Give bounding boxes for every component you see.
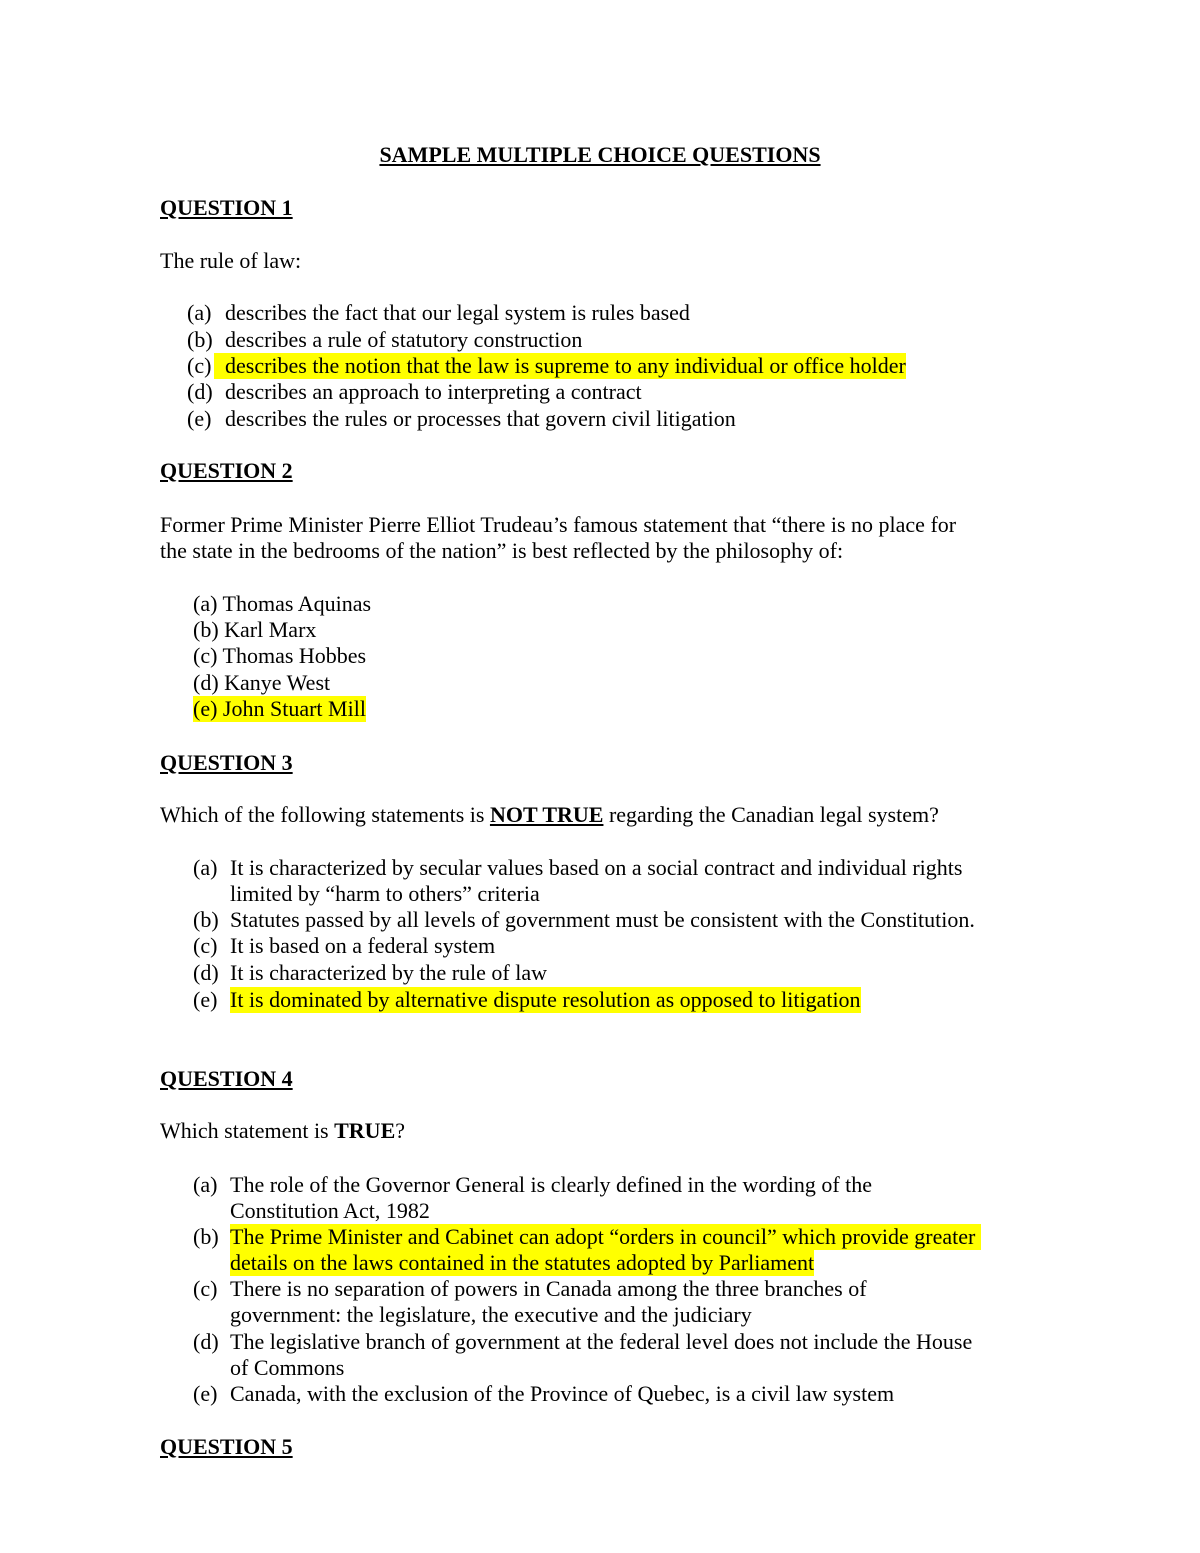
question-3-option-d-letter: (d): [193, 960, 219, 985]
question-3-emphasis: NOT TRUE: [489, 802, 604, 827]
question-4-option-b-line-1-highlighted: The Prime Minister and Cabinet can adopt “orders in council” which provide greater: [230, 1224, 981, 1250]
question-3-option-c-letter: (c): [193, 933, 218, 958]
question-3-option-a-line-1: It is characterized by secular values based on a social contract and individual rights: [230, 855, 963, 880]
question-1-stem: The rule of law:: [160, 248, 302, 273]
question-3-option-a-line-2: limited by “harm to others” criteria: [230, 881, 540, 906]
question-3-option-e-letter: (e): [193, 987, 218, 1012]
question-3-option-a-letter: (a): [193, 855, 218, 880]
question-4-option-c-line-1: There is no separation of powers in Canada among the three branches of: [230, 1276, 867, 1301]
question-4-emphasis: TRUE: [334, 1118, 396, 1143]
question-1-option-c-text-highlighted: describes the notion that the law is supreme to any individual or office holder: [214, 353, 906, 379]
question-1-option-e: (e): [187, 406, 212, 431]
question-1-option-a: (a): [187, 300, 212, 325]
question-1-option-b: (b): [187, 327, 213, 352]
question-4-option-e-text: Canada, with the exclusion of the Province of Quebec, is a civil law system: [230, 1381, 895, 1406]
question-2-option-d: (d) Kanye West: [193, 670, 331, 695]
question-2-option-b: (b) Karl Marx: [193, 617, 317, 642]
question-1-option-b-text: describes a rule of statutory construction: [225, 327, 583, 352]
question-1-option-d-text: describes an approach to interpreting a contract: [225, 379, 642, 404]
question-2-stem-line-1: Former Prime Minister Pierre Elliot Trudeau’s famous statement that “there is no place for: [160, 512, 957, 537]
question-4-option-d-line-1: The legislative branch of government at the federal level does not include the House: [230, 1329, 973, 1354]
question-3-option-e-text-highlighted: It is dominated by alternative dispute resolution as opposed to litigation: [230, 987, 861, 1012]
question-4-option-b-line-2-highlighted: details on the laws contained in the statutes adopted by Parliament: [230, 1250, 815, 1275]
question-3-option-d-text: It is characterized by the rule of law: [230, 960, 548, 985]
page-title: SAMPLE MULTIPLE CHOICE QUESTIONS: [379, 142, 821, 167]
question-2-option-c: (c) Thomas Hobbes: [193, 643, 367, 668]
question-2-option-e-highlighted: (e) John Stuart Mill: [193, 696, 366, 721]
question-1-option-a-text: describes the fact that our legal system is rules based: [225, 300, 690, 325]
question-3-option-c-text: It is based on a federal system: [230, 933, 496, 958]
question-4-option-b-letter: (b): [193, 1224, 219, 1249]
question-3-option-b-letter: (b): [193, 907, 219, 932]
question-4-option-d-letter: (d): [193, 1329, 219, 1354]
question-4-option-a-line-1: The role of the Governor General is clearly defined in the wording of the: [230, 1172, 873, 1197]
question-1-heading: QUESTION 1: [160, 195, 293, 220]
question-4-option-a-line-2: Constitution Act, 1982: [230, 1198, 430, 1223]
question-2-heading: QUESTION 2: [160, 458, 293, 483]
question-4-stem: Which statement is TRUE?: [160, 1118, 406, 1143]
question-3-option-b-text: Statutes passed by all levels of government must be consistent with the Constitution.: [230, 907, 975, 932]
question-4-option-c-line-2: government: the legislature, the executive and the judiciary: [230, 1302, 752, 1327]
question-3-stem: Which of the following statements is NOT TRUE regarding the Canadian legal system?: [160, 802, 939, 827]
question-1-option-e-text: describes the rules or processes that govern civil litigation: [225, 406, 736, 431]
question-4-option-d-line-2: of Commons: [230, 1355, 345, 1380]
question-4-heading: QUESTION 4: [160, 1066, 293, 1091]
question-4-option-c-letter: (c): [193, 1276, 218, 1301]
question-4-option-a-letter: (a): [193, 1172, 218, 1197]
question-4-option-e-letter: (e): [193, 1381, 218, 1406]
question-2-stem-line-2: the state in the bedrooms of the nation” is best reflected by the philosophy of:: [160, 538, 844, 563]
question-5-heading: QUESTION 5: [160, 1434, 293, 1459]
question-1-option-d: (d): [187, 379, 213, 404]
question-3-heading: QUESTION 3: [160, 750, 293, 775]
question-1-option-c: (c): [187, 353, 212, 378]
question-2-option-a: (a) Thomas Aquinas: [193, 591, 372, 616]
